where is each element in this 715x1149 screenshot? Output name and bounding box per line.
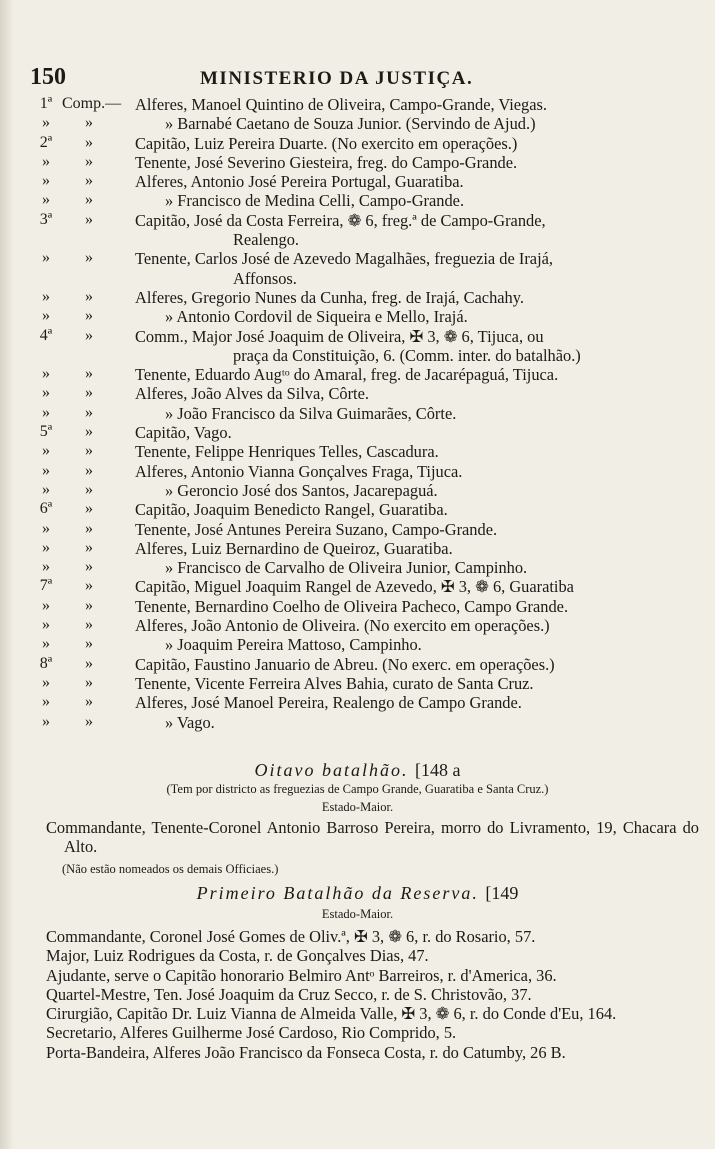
- roster-row: [0, 153, 715, 172]
- page-header: [0, 64, 715, 94]
- roster-row: [0, 384, 715, 403]
- officer-entry: Tenente, Felippe Henriques Telles, Cascadura.: [135, 442, 439, 462]
- company-label: »: [85, 673, 93, 691]
- company-number: »: [42, 693, 50, 711]
- officer-entry: Affonsos.: [233, 268, 297, 288]
- officer-entry: Alferes, Gregorio Nunes da Cunha, freg. de Irajá, Cachahy.: [135, 287, 524, 307]
- company-number: »: [42, 287, 50, 305]
- company-number: »: [42, 480, 50, 498]
- officer-entry: Alferes, Luiz Bernardino de Queiroz, Guaratiba.: [135, 538, 453, 558]
- roster-row: [0, 114, 715, 133]
- officer-entry: Tenente, Bernardino Coelho de Oliveira Pacheco, Campo Grande.: [135, 596, 569, 616]
- company-number: »: [42, 558, 50, 576]
- estado-maior-label: Estado-Maior.: [321, 907, 394, 921]
- officer-entry: » João Francisco da Silva Guimarães, Côrte.: [165, 403, 457, 423]
- officer-entry: » Joaquim Pereira Mattoso, Campinho.: [165, 635, 422, 655]
- roster-row: [0, 500, 715, 519]
- estado-maior-label: Estado-Maior.: [321, 800, 394, 814]
- company-number: 8ª: [39, 654, 53, 672]
- roster-row: [0, 404, 715, 423]
- officer-entry: Alferes, João Alves da Silva, Côrte.: [135, 384, 369, 404]
- company-label: »: [85, 307, 93, 325]
- company-label: »: [85, 210, 93, 228]
- roster-row: [0, 134, 715, 153]
- company-label: »: [85, 635, 93, 653]
- roster-row: [0, 558, 715, 577]
- company-label: »: [85, 693, 93, 711]
- company-label: »: [85, 538, 93, 556]
- roster-row: [0, 462, 715, 481]
- officer-entry: » Barnabé Caetano de Souza Junior. (Servindo de Ajud.): [165, 114, 536, 134]
- company-number: 7ª: [39, 577, 53, 595]
- roster-row: [0, 713, 715, 732]
- officer-entry: Tenente, Vicente Ferreira Alves Bahia, curato de Santa Cruz.: [135, 673, 534, 693]
- company-number: »: [42, 114, 50, 132]
- commandante-entry: Commandante, Tenente-Coronel Antonio Barroso Pereira, morro do Livramento, 19, Chacara do Alto.: [46, 818, 699, 857]
- company-number: »: [42, 403, 50, 421]
- officer-entry: Tenente, Carlos José de Azevedo Magalhães, freguezia de Irajá,: [135, 249, 553, 269]
- company-label: »: [85, 577, 93, 595]
- staff-entry: Ajudante, serve o Capitão honorario Belmiro Antᵒ Barreiros, r. d'America, 36.: [46, 965, 557, 985]
- roster-row: [0, 597, 715, 616]
- roster-row: [0, 249, 715, 268]
- officer-entry: » Vago.: [165, 712, 215, 732]
- officer-entry: Capitão, Miguel Joaquim Rangel de Azevedo, ✠ 3, ❁ 6, Guaratiba: [135, 577, 574, 597]
- company-number: »: [42, 519, 50, 537]
- company-number: 1ª: [39, 95, 53, 112]
- company-number: »: [42, 307, 50, 325]
- company-number: »: [42, 616, 50, 634]
- company-label: »: [85, 596, 93, 614]
- company-number: »: [42, 249, 50, 267]
- company-number: »: [42, 384, 50, 402]
- company-number: »: [42, 673, 50, 691]
- company-number: 6ª: [39, 500, 53, 518]
- company-label: »: [85, 114, 93, 132]
- company-number: 4ª: [39, 326, 53, 344]
- officer-entry: Capitão, Joaquim Benedicto Rangel, Guaratiba.: [135, 500, 448, 520]
- company-label: »: [85, 480, 93, 498]
- section-number: [148 a: [415, 760, 461, 780]
- reserva-heading: [0, 883, 715, 904]
- officer-entry: Alferes, Antonio Vianna Gonçalves Fraga, Tijuca.: [135, 461, 463, 481]
- company-number: 5ª: [39, 423, 53, 441]
- company-number: »: [42, 538, 50, 556]
- officer-entry: Realengo.: [233, 230, 299, 250]
- roster-row: [0, 230, 715, 249]
- company-number: »: [42, 442, 50, 460]
- company-label: »: [85, 384, 93, 402]
- officer-entry: » Antonio Cordovil de Siqueira e Mello, Irajá.: [165, 307, 468, 327]
- roster-row: [0, 539, 715, 558]
- company-label: Comp.—: [62, 95, 122, 112]
- staff-entry: Quartel-Mestre, Ten. José Joaquim da Cruz Secco, r. de S. Christovão, 37.: [46, 984, 532, 1004]
- company-number: »: [42, 191, 50, 209]
- officer-entry: Comm., Major José Joaquim de Oliveira, ✠ 3, ❁ 6, Tijuca, ou: [135, 326, 544, 346]
- company-label: »: [85, 519, 93, 537]
- officer-entry: Capitão, José da Costa Ferreira, ❁ 6, freg.ª de Campo-Grande,: [135, 210, 546, 230]
- roster-row: [0, 481, 715, 500]
- officer-entry: Capitão, Vago.: [135, 423, 232, 443]
- officer-entry: Capitão, Luiz Pereira Duarte. (No exercito em operações.): [135, 133, 518, 153]
- company-label: »: [85, 616, 93, 634]
- oitavo-batalhao-heading: [0, 760, 715, 781]
- officer-entry: Alferes, Antonio José Pereira Portugal, Guaratiba.: [135, 172, 464, 192]
- roster-row: [0, 520, 715, 539]
- company-number: »: [42, 152, 50, 170]
- reserva-staff-list: [0, 927, 715, 1062]
- staff-entry: Porta-Bandeira, Alferes João Francisco da Fonseca Costa, r. do Catumby, 26 B.: [46, 1042, 566, 1062]
- officers-note: (Não estão nomeados os demais Officiaes.): [62, 862, 279, 876]
- company-label: »: [85, 442, 93, 460]
- company-number: »: [42, 596, 50, 614]
- roster-row: [0, 191, 715, 210]
- company-number: »: [42, 461, 50, 479]
- officer-entry: Tenente, José Severino Giesteira, freg. do Campo-Grande.: [135, 152, 518, 172]
- officer-entry: Alferes, José Manoel Pereira, Realengo de Campo Grande.: [135, 693, 522, 713]
- roster-row: [0, 655, 715, 674]
- staff-entry: Major, Luiz Rodrigues da Costa, r. de Gonçalves Dias, 47.: [46, 946, 429, 966]
- company-number: »: [42, 172, 50, 190]
- roster-row: [0, 269, 715, 288]
- company-label: »: [85, 172, 93, 190]
- company-label: »: [85, 152, 93, 170]
- officer-entry: Alferes, Manoel Quintino de Oliveira, Campo-Grande, Viegas.: [135, 95, 548, 114]
- company-number: »: [42, 635, 50, 653]
- section-title: Oitavo batalhão.: [254, 760, 409, 780]
- company-label: »: [85, 423, 93, 441]
- page-number: 150: [30, 64, 66, 90]
- officer-entry: Capitão, Faustino Januario de Abreu. (No exerc. em operações.): [135, 654, 555, 674]
- company-label: »: [85, 712, 93, 730]
- company-number: »: [42, 712, 50, 730]
- roster-row: [0, 327, 715, 346]
- roster-row: [0, 95, 715, 114]
- section-number: [149: [485, 883, 519, 903]
- roster-row: [0, 693, 715, 712]
- roster-row: [0, 288, 715, 307]
- company-label: »: [85, 558, 93, 576]
- roster-row: [0, 635, 715, 654]
- staff-entry: Commandante, Coronel José Gomes de Oliv.ª, ✠ 3, ❁ 6, r. do Rosario, 57.: [46, 927, 536, 946]
- roster-row: [0, 423, 715, 442]
- company-label: »: [85, 500, 93, 518]
- officer-entry: Tenente, José Antunes Pereira Suzano, Campo-Grande.: [135, 519, 498, 539]
- company-number: »: [42, 365, 50, 383]
- staff-entry: Secretario, Alferes Guilherme José Cardoso, Rio Comprido, 5.: [46, 1023, 457, 1043]
- company-label: »: [85, 287, 93, 305]
- officer-entry: Tenente, Eduardo Augᵗᵒ do Amaral, freg. de Jacarépaguá, Tijuca.: [135, 365, 559, 385]
- running-head: MINISTERIO DA JUSTIÇA.: [200, 68, 474, 89]
- district-note: (Tem por districto as freguezias de Campo Grande, Guaratiba e Santa Cruz.): [166, 782, 549, 796]
- roster-row: [0, 365, 715, 384]
- company-label: »: [85, 461, 93, 479]
- company-label: »: [85, 365, 93, 383]
- officer-entry: praça da Constituição, 6. (Comm. inter. do batalhão.): [233, 345, 581, 365]
- company-label: »: [85, 403, 93, 421]
- company-roster: [0, 95, 715, 732]
- company-number: 2ª: [39, 133, 53, 151]
- roster-row: [0, 307, 715, 326]
- officer-entry: » Francisco de Carvalho de Oliveira Junior, Campinho.: [165, 558, 528, 578]
- roster-row: [0, 674, 715, 693]
- roster-row: [0, 172, 715, 191]
- company-label: »: [85, 249, 93, 267]
- roster-row: [0, 442, 715, 461]
- staff-entry: Cirurgião, Capitão Dr. Luiz Vianna de Almeida Valle, ✠ 3, ❁ 6, r. do Conde d'Eu, 164.: [46, 1004, 617, 1024]
- company-label: »: [85, 191, 93, 209]
- officer-entry: Alferes, João Antonio de Oliveira. (No exercito em operações.): [135, 616, 550, 636]
- roster-row: [0, 577, 715, 596]
- officer-entry: » Francisco de Medina Celli, Campo-Grande.: [165, 191, 465, 211]
- roster-row: [0, 346, 715, 365]
- company-label: »: [85, 326, 93, 344]
- company-label: »: [85, 133, 93, 151]
- company-number: 3ª: [39, 210, 53, 228]
- roster-row: [0, 616, 715, 635]
- roster-row: [0, 211, 715, 230]
- section-title: Primeiro Batalhão da Reserva.: [196, 883, 479, 903]
- officer-entry: » Geroncio José dos Santos, Jacarepaguá.: [165, 480, 438, 500]
- company-label: »: [85, 654, 93, 672]
